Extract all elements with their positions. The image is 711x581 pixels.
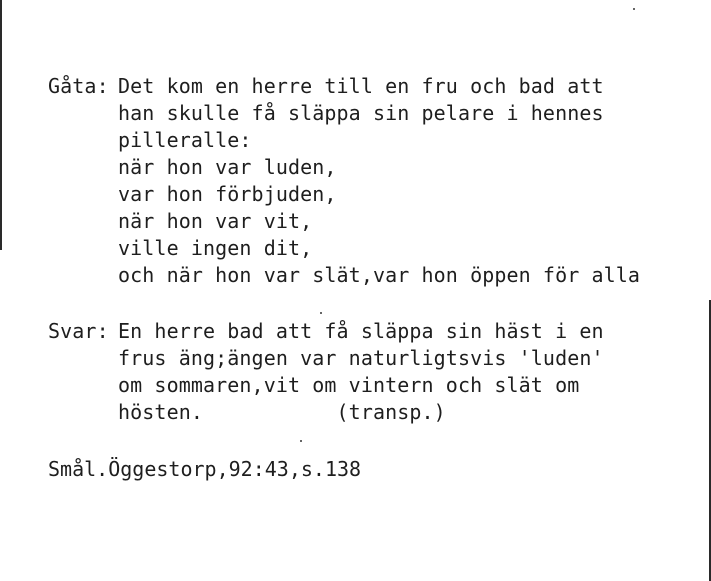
- answer-text: En herre bad att få släppa sin häst i en: [118, 319, 604, 343]
- riddle-text: Det kom en herre till en fru och bad att: [118, 74, 604, 98]
- answer-line: hösten. (transp.): [118, 400, 446, 424]
- answer-label: Svar:: [48, 319, 109, 343]
- paper-speck: [633, 8, 635, 10]
- riddle-line: han skulle få släppa sin pelare i hennes: [118, 101, 604, 125]
- riddle-line: och när hon var slät,var hon öppen för alla: [118, 263, 641, 287]
- paper-speck: [300, 440, 302, 442]
- card-left-edge: [0, 0, 2, 250]
- riddle-line: när hon var vit,: [118, 209, 313, 233]
- answer-section: [48, 318, 604, 426]
- riddle-line: pilleralle:: [118, 128, 252, 152]
- paper-speck: [320, 312, 322, 314]
- riddle-line: när hon var luden,: [118, 155, 337, 179]
- riddle-line: var hon förbjuden,: [118, 182, 337, 206]
- riddle-line: [48, 73, 640, 100]
- answer-line: om sommaren,vit om vintern och slät om: [118, 373, 580, 397]
- riddle-label: Gåta:: [48, 74, 109, 98]
- riddle-line: ville ingen dit,: [118, 236, 313, 260]
- answer-line: frus äng;ängen var naturligtsvis 'luden': [118, 346, 604, 370]
- answer-line: [48, 318, 604, 345]
- source-reference: Smål.Öggestorp,92:43,s.138: [48, 457, 362, 481]
- riddle-section: [48, 73, 640, 289]
